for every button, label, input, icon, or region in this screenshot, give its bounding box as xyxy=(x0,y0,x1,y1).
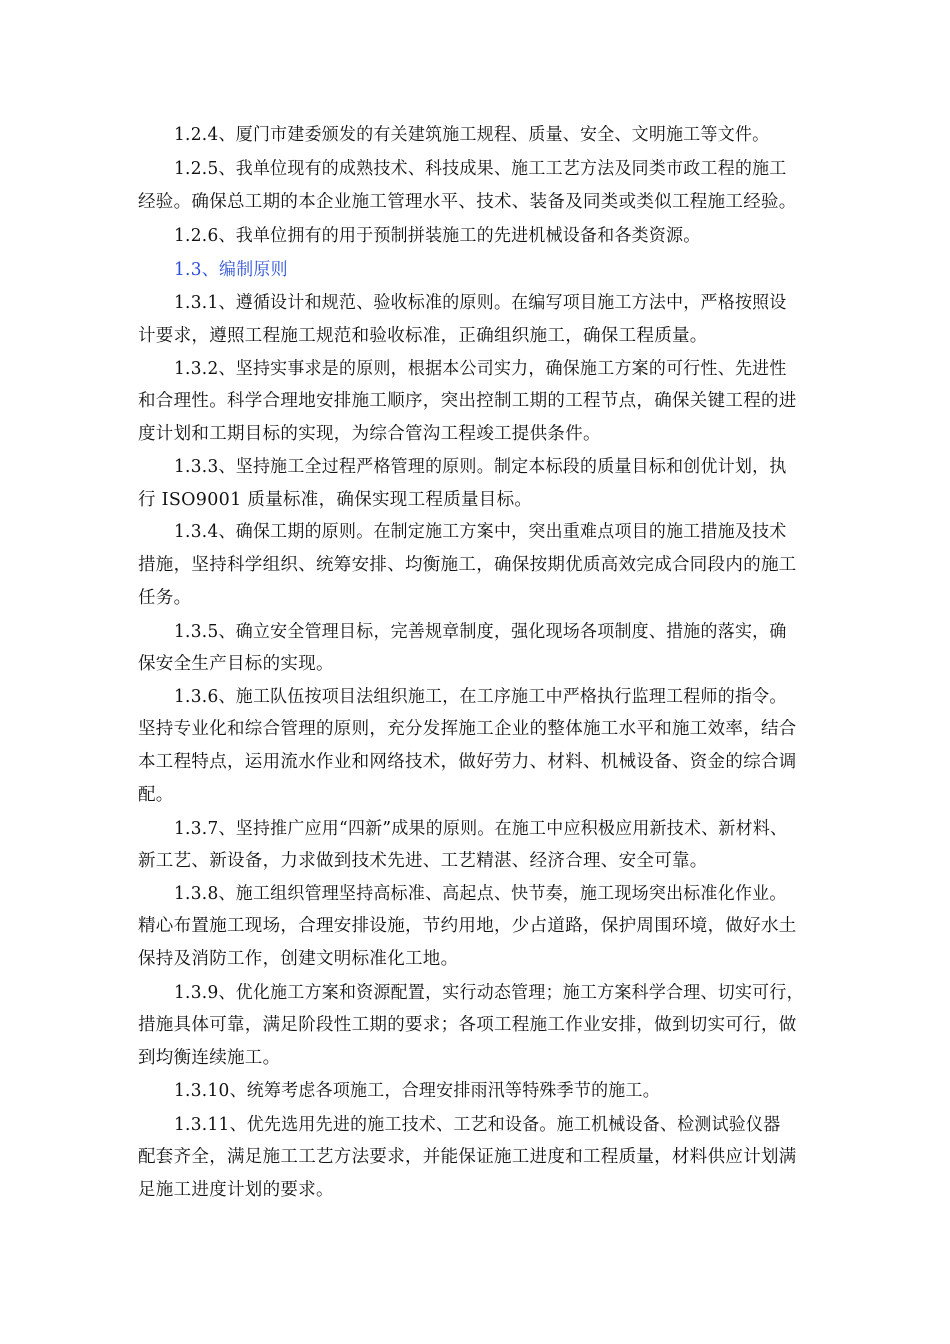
paragraph-1-3-11: 1.3.11、优先选用先进的施工技术、工艺和设备。施工机械设备、检测试验仪器 xyxy=(174,1115,781,1135)
section-heading-1-3: 1.3、编制原则 xyxy=(174,260,288,280)
paragraph-1-2-4: 1.2.4、厦门市建委颁发的有关建筑施工规程、质量、安全、文明施工等文件。 xyxy=(174,125,770,145)
paragraph-1-3-4-cont: 措施，坚持科学组织、统筹安排、均衡施工，确保按期优质高效完成合同段内的施工 xyxy=(138,555,797,575)
paragraph-1-3-2-cont: 和合理性。科学合理地安排施工顺序，突出控制工期的工程节点，确保关键工程的进 xyxy=(138,391,797,411)
paragraph-1-3-7: 1.3.7、坚持推广应用“四新”成果的原则。在施工中应积极应用新技术、新材料、 xyxy=(174,819,788,839)
paragraph-1-3-9-cont: 到均衡连续施工。 xyxy=(138,1048,281,1068)
paragraph-1-3-9-cont: 措施具体可靠，满足阶段性工期的要求；各项工程施工作业安排，做到切实可行，做 xyxy=(138,1015,797,1035)
paragraph-1-3-6-cont: 本工程特点，运用流水作业和网络技术，做好劳力、材料、机械设备、资金的综合调 xyxy=(138,752,797,772)
paragraph-1-3-4-cont: 任务。 xyxy=(138,588,192,608)
paragraph-1-3-6-cont: 坚持专业化和综合管理的原则，充分发挥施工企业的整体施工水平和施工效率，结合 xyxy=(138,719,797,739)
paragraph-1-3-6: 1.3.6、施工队伍按项目法组织施工，在工序施工中严格执行监理工程师的指令。 xyxy=(174,687,787,707)
paragraph-1-2-6: 1.2.6、我单位拥有的用于预制拼装施工的先进机械设备和各类资源。 xyxy=(174,226,701,246)
paragraph-1-3-3: 1.3.3、坚持施工全过程严格管理的原则。制定本标段的质量目标和创优计划，执 xyxy=(174,457,787,477)
paragraph-1-3-8: 1.3.8、施工组织管理坚持高标准、高起点、快节奏，施工现场突出标准化作业。 xyxy=(174,884,787,904)
paragraph-1-3-6-cont: 配。 xyxy=(138,785,174,805)
paragraph-1-3-10: 1.3.10、统筹考虑各项施工，合理安排雨汛等特殊季节的施工。 xyxy=(174,1081,660,1101)
paragraph-1-2-5: 1.2.5、我单位现有的成熟技术、科技成果、施工工艺方法及同类市政工程的施工 xyxy=(174,159,787,179)
paragraph-1-3-8-cont: 保持及消防工作，创建文明标准化工地。 xyxy=(138,949,459,969)
paragraph-1-3-11-cont: 足施工进度计划的要求。 xyxy=(138,1180,334,1200)
paragraph-1-3-1: 1.3.1、遵循设计和规范、验收标准的原则。在编写项目施工方法中，严格按照设 xyxy=(174,293,787,313)
paragraph-1-3-7-cont: 新工艺、新设备，力求做到技术先进、工艺精湛、经济合理、安全可靠。 xyxy=(138,851,708,871)
paragraph-1-3-3-cont: 行 ISO9001 质量标准，确保实现工程质量目标。 xyxy=(138,490,533,510)
paragraph-1-2-5-cont: 经验。确保总工期的本企业施工管理水平、技术、装备及同类或类似工程施工经验。 xyxy=(138,192,797,212)
paragraph-1-3-2-cont: 度计划和工期目标的实现，为综合管沟工程竣工提供条件。 xyxy=(138,424,601,444)
paragraph-1-3-2: 1.3.2、坚持实事求是的原则，根据本公司实力，确保施工方案的可行性、先进性 xyxy=(174,359,787,379)
paragraph-1-3-5: 1.3.5、确立安全管理目标，完善规章制度，强化现场各项制度、措施的落实，确 xyxy=(174,622,787,642)
paragraph-1-3-1-cont: 计要求，遵照工程施工规范和验收标准，正确组织施工，确保工程质量。 xyxy=(138,326,708,346)
paragraph-1-3-8-cont: 精心布置施工现场，合理安排设施，节约用地，少占道路，保护周围环境，做好水土 xyxy=(138,916,797,936)
paragraph-1-3-11-cont: 配套齐全，满足施工工艺方法要求，并能保证施工进度和工程质量，材料供应计划满 xyxy=(138,1147,797,1167)
paragraph-1-3-9: 1.3.9、优化施工方案和资源配置，实行动态管理；施工方案科学合理、切实可行， xyxy=(174,983,804,1003)
paragraph-1-3-4: 1.3.4、确保工期的原则。在制定施工方案中，突出重难点项目的施工措施及技术 xyxy=(174,522,787,542)
paragraph-1-3-5-cont: 保安全生产目标的实现。 xyxy=(138,654,334,674)
